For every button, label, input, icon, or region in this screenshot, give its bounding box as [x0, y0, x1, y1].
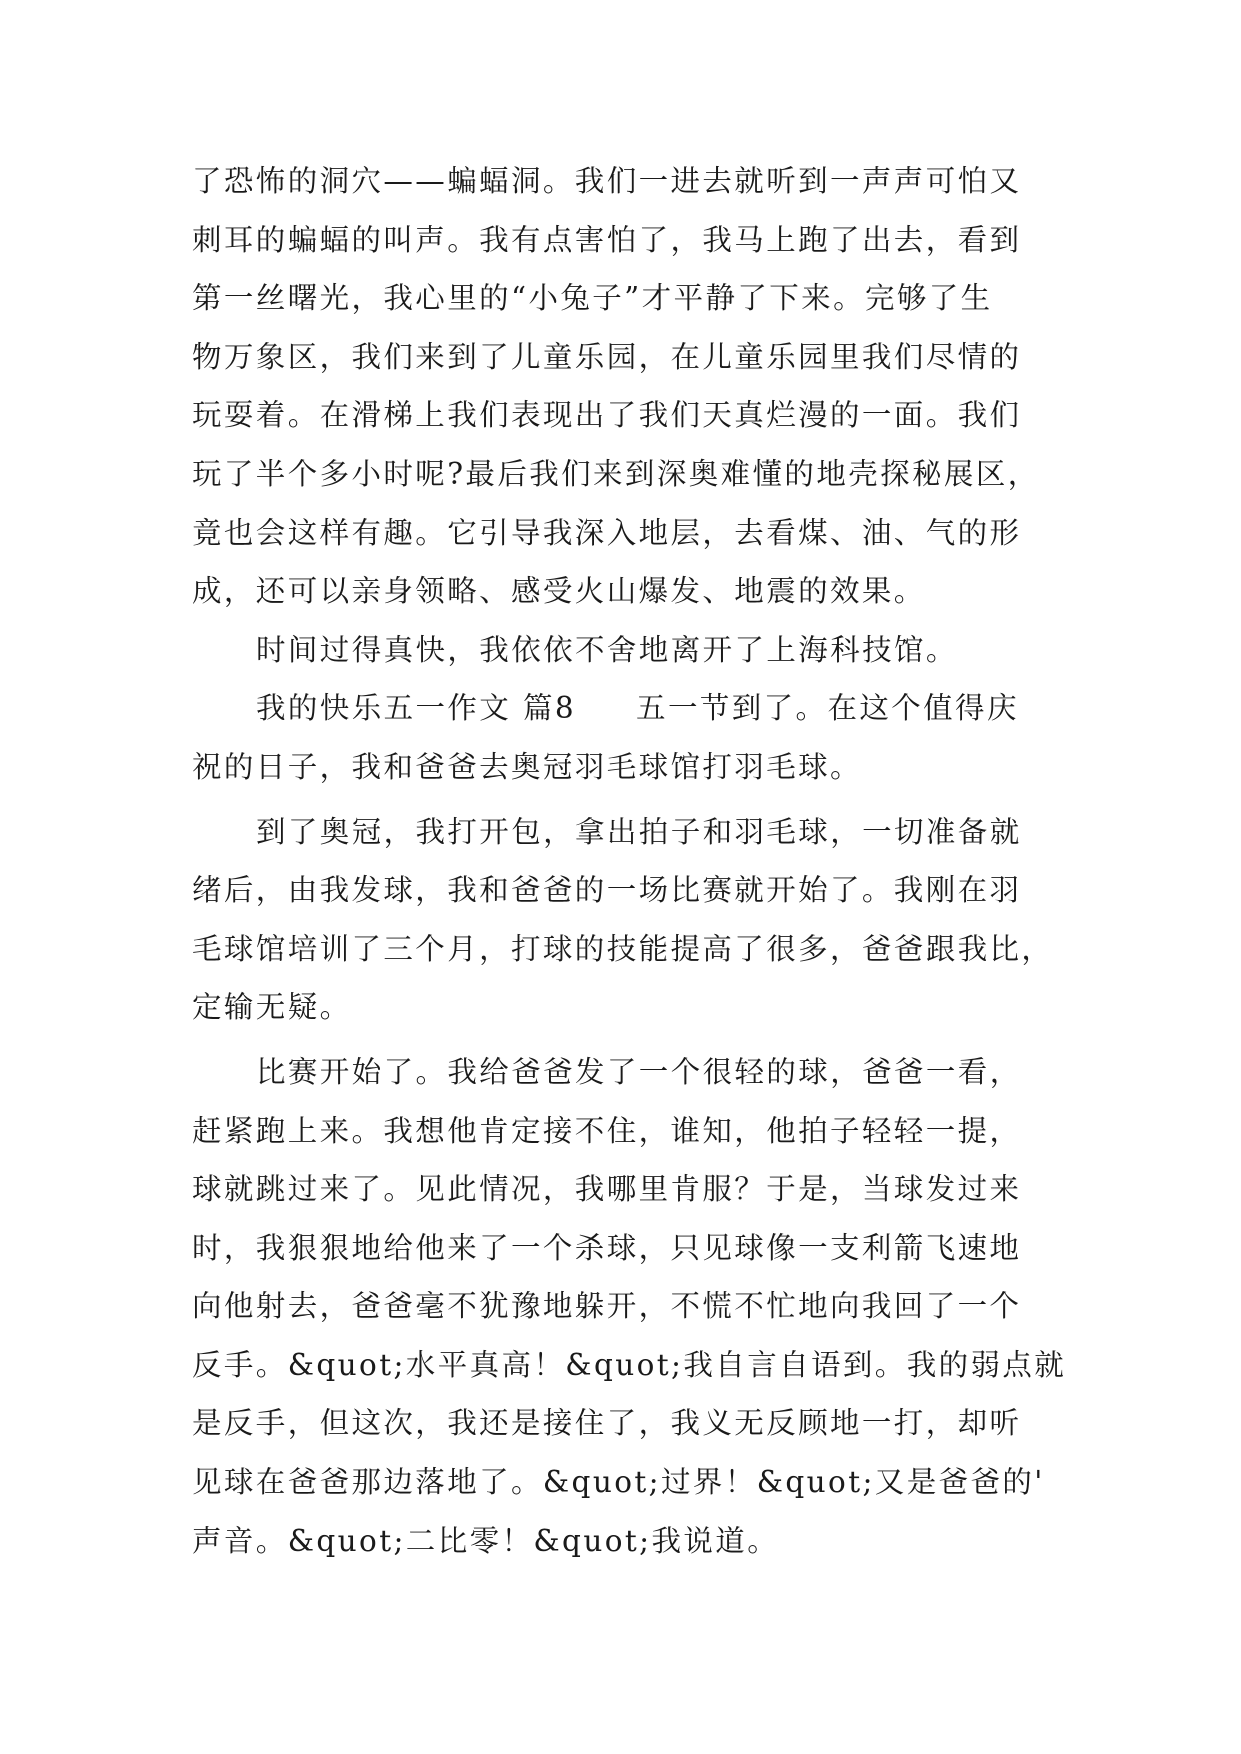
text-line: 反手。&quot;水平真高！&quot;我自言自语到。我的弱点就 — [192, 1347, 1067, 1382]
text-line: 竟也会这样有趣。它引导我深入地层，去看煤、油、气的形 — [192, 515, 1022, 550]
text-line: 是反手，但这次，我还是接住了，我义无反顾地一打，却听 — [192, 1406, 1022, 1441]
text-line: 成，还可以亲身领略、感受火山爆发、地震的效果。 — [192, 574, 926, 609]
text-line: 到了奥冠，我打开包，拿出拍子和羽毛球，一切准备就 — [256, 814, 1022, 849]
text-line-rest: 五一节到了。在这个值得庆 — [636, 691, 1019, 726]
text-line: 时间过得真快，我依依不舍地离开了上海科技馆。 — [256, 632, 958, 667]
text-line: 定输无疑。 — [192, 990, 352, 1025]
text-line: 球就跳过来了。见此情况，我哪里肯服？于是，当球发过来 — [192, 1172, 1022, 1207]
text-line: 比赛开始了。我给爸爸发了一个很轻的球，爸爸一看， — [256, 1054, 1022, 1089]
text-line: 了恐怖的洞穴——蝙蝠洞。我们一进去就听到一声声可怕又 — [192, 164, 1022, 198]
section-heading: 我的快乐五一作文 篇8 — [256, 691, 577, 726]
section-heading-line — [192, 679, 1072, 738]
text-line: 祝的日子，我和爸爸去奥冠羽毛球馆打羽毛球。 — [192, 749, 862, 784]
text-line: 玩耍着。在滑梯上我们表现出了我们天真烂漫的一面。我们 — [192, 398, 1022, 433]
text-line: 物万象区，我们来到了儿童乐园，在儿童乐园里我们尽情的 — [192, 339, 1022, 374]
text-line: 向他射去，爸爸毫不犹豫地躲开，不慌不忙地向我回了一个 — [192, 1289, 1022, 1324]
text-line: 赶紧跑上来。我想他肯定接不住，谁知，他拍子轻轻一提， — [192, 1113, 1022, 1148]
text-line: 见球在爸爸那边落地了。&quot;过界！&quot;又是爸爸的' — [192, 1465, 1045, 1500]
text-line: 声音。&quot;二比零！&quot;我说道。 — [192, 1523, 780, 1558]
text-line: 时，我狠狠地给他来了一个杀球，只见球像一支利箭飞速地 — [192, 1230, 1022, 1265]
text-line: 毛球馆培训了三个月，打球的技能提高了很多，爸爸跟我比， — [192, 931, 1054, 966]
text-line: 绪后，由我发球，我和爸爸的一场比赛就开始了。我刚在羽 — [192, 873, 1022, 908]
text-line: 第一丝曙光，我心里的“小兔子”才平静了下来。完够了生 — [192, 281, 993, 316]
text-line: 玩了半个多小时呢?最后我们来到深奥难懂的地壳探秘展区， — [192, 456, 1040, 491]
article-body — [192, 152, 1072, 1570]
text-line: 刺耳的蝙蝠的叫声。我有点害怕了，我马上跑了出去，看到 — [192, 222, 1022, 257]
